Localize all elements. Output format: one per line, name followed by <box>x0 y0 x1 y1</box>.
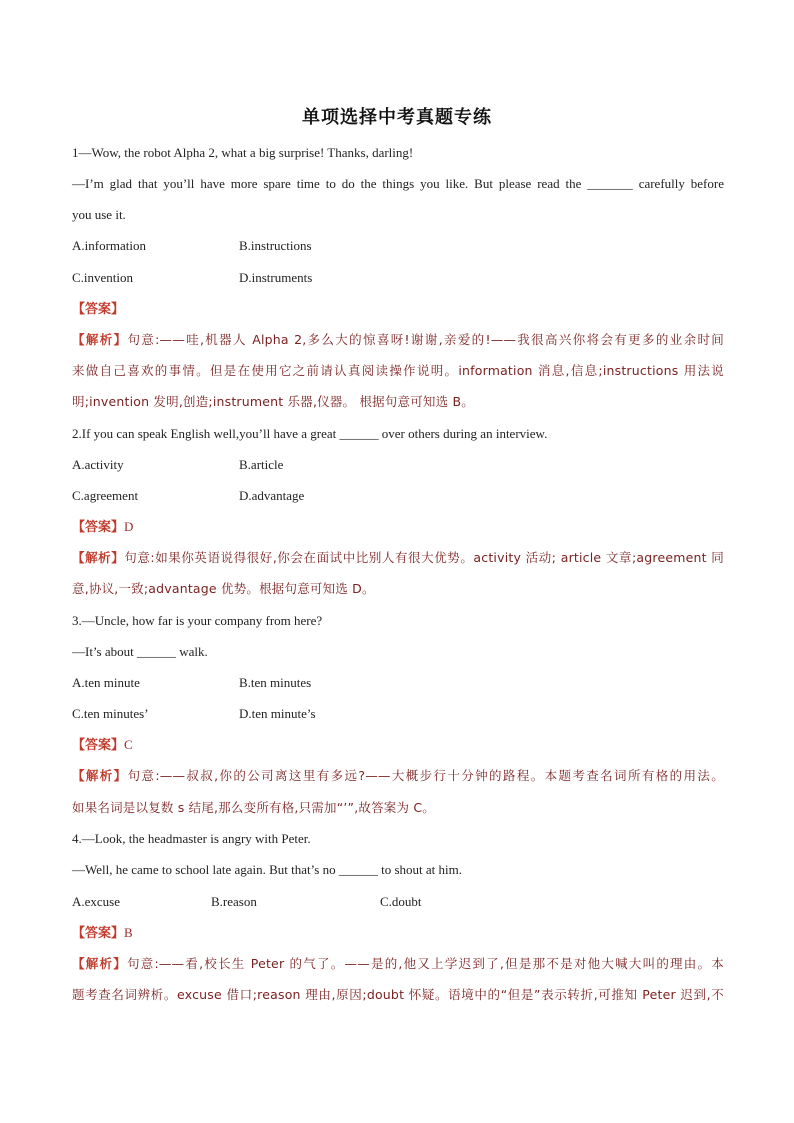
q1-option-d: D.instruments <box>239 270 313 285</box>
q4-stem-line-1: 4.—Look, the headmaster is angry with Peter. <box>72 831 311 846</box>
q1-analysis-line-1 <box>72 331 724 349</box>
q3-option-b: B.ten minutes <box>239 675 312 690</box>
q4-stem-line-2: —Well, he came to school late again. But that’s no ______ to shout at him. <box>72 862 462 877</box>
analysis-text: 句意:——看,校长生 Peter 的气了。——是的,他又上学迟到了,但是那不是对他大喊大叫的理由。本 <box>127 956 725 971</box>
analysis-text: 句意:——叔叔,你的公司离这里有多远?——大概步行十分钟的路程。本题考查名词所有格的用法。 <box>127 768 724 783</box>
answer-label: 【答案】 <box>72 302 125 317</box>
q1-stem-line-3: you use it. <box>72 207 126 222</box>
answer-label: 【答案】 <box>72 520 125 535</box>
answer-value: C <box>124 737 133 752</box>
q3-option-d: D.ten minute’s <box>239 706 316 721</box>
analysis-label: 【解析】 <box>72 550 125 565</box>
q1-option-c: C.invention <box>72 270 134 285</box>
answer-label: 【答案】 <box>72 926 125 941</box>
q3-stem-line-2: —It’s about ______ walk. <box>72 644 208 659</box>
answer-value: B <box>124 925 133 940</box>
q2-stem-line-1: 2.If you can speak English well,you’ll have a great ______ over others during an interview. <box>72 426 548 441</box>
q3-option-c: C.ten minutes’ <box>72 706 149 721</box>
q2-analysis-line-2: 意,协议,一致;advantage 优势。根据句意可知选 D。 <box>72 581 375 596</box>
q2-option-a: A.activity <box>72 457 124 472</box>
q1-option-a: A.information <box>72 238 147 253</box>
q4-option-b: B.reason <box>211 894 257 909</box>
q4-option-c: C.doubt <box>380 894 422 909</box>
answer-label: 【答案】 <box>72 738 125 753</box>
q1-stem-line-1: 1—Wow, the robot Alpha 2, what a big surprise! Thanks, darling! <box>72 145 414 160</box>
q3-analysis-line-1 <box>72 767 724 785</box>
answer-value: D <box>124 519 134 534</box>
q1-stem-line-2: —I’m glad that you’ll have more spare time to do the things you like. But please read the _______ carefully before <box>72 176 724 191</box>
q2-option-d: D.advantage <box>239 488 305 503</box>
q2-answer <box>72 518 724 537</box>
q1-analysis-line-3: 明;invention 发明,创造;instrument 乐器,仪器。 根据句意可知选 B。 <box>72 394 474 409</box>
q4-analysis-line-1 <box>72 955 724 973</box>
q3-analysis-line-2: 如果名词是以复数 s 结尾,那么变所有格,只需加“’”,故答案为 C。 <box>72 800 436 815</box>
analysis-label: 【解析】 <box>72 768 128 783</box>
q4-option-a: A.excuse <box>72 894 121 909</box>
q3-stem-line-1: 3.—Uncle, how far is your company from here? <box>72 613 323 628</box>
q1-answer <box>72 300 724 319</box>
q2-option-b: B.article <box>239 457 284 472</box>
q3-answer <box>72 736 724 755</box>
q1-analysis-line-2: 来做自己喜欢的事情。但是在使用它之前请认真阅读操作说明。information 消息,信息;instructions 用法说 <box>72 363 724 378</box>
q1-option-b: B.instructions <box>239 238 312 253</box>
q4-answer <box>72 924 724 943</box>
analysis-label: 【解析】 <box>72 332 128 347</box>
analysis-text: 句意:如果你英语说得很好,你会在面试中比别人有很大优势。activity 活动; article 文章;agreement 同 <box>124 550 724 565</box>
q2-option-c: C.agreement <box>72 488 139 503</box>
q3-option-a: A.ten minute <box>72 675 140 690</box>
analysis-text: 句意:——哇,机器人 Alpha 2,多么大的惊喜呀!谢谢,亲爱的!——我很高兴你将会有更多的业余时间 <box>127 332 724 347</box>
q2-analysis-line-1 <box>72 549 724 567</box>
analysis-label: 【解析】 <box>72 956 127 971</box>
page-title: 单项选择中考真题专练 <box>302 107 492 128</box>
q4-analysis-line-2: 题考查名词辨析。excuse 借口;reason 理由,原因;doubt 怀疑。语境中的“但是”表示转折,可推知 Peter 迟到,不 <box>72 987 724 1002</box>
